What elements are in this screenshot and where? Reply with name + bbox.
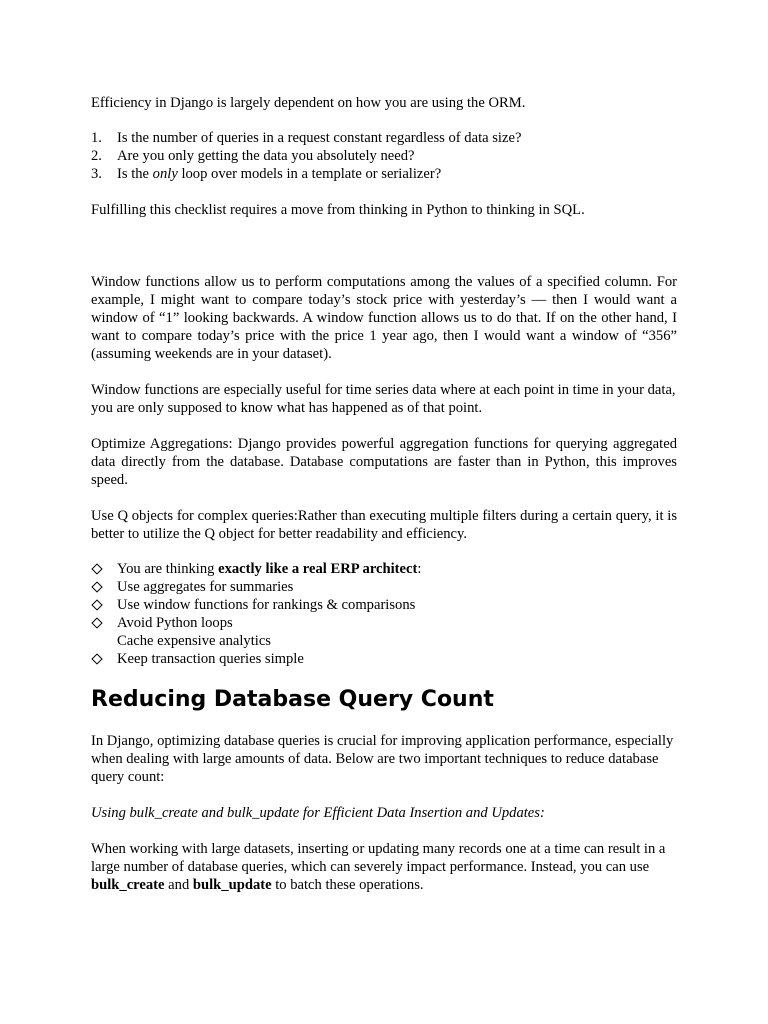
- bulk-update-term: bulk_update: [192, 877, 272, 893]
- section-intro-paragraph: In Django, optimizing database queries is crucial for improving application performance, especially when dealing with large amounts of data. Below are two important techniques to reduce database query count:: [91, 733, 674, 785]
- list-item: [91, 650, 677, 668]
- q-objects-paragraph: Use Q objects for complex queries:Rather than executing multiple filters during a certain query, it is better to utilize the Q object for better readability and efficiency.: [91, 508, 677, 542]
- list-text: Use aggregates for summaries: [117, 579, 294, 595]
- architect-bullet-list: [91, 560, 677, 668]
- list-text-bold: exactly like a real ERP architect: [218, 561, 418, 577]
- bulk-create-term: bulk_create: [91, 877, 165, 893]
- bulk-operations-paragraph: [91, 840, 677, 894]
- paragraph-text: and: [164, 877, 193, 893]
- list-number: 1.: [91, 130, 102, 146]
- aggregations-paragraph: Optimize Aggregations: Django provides powerful aggregation functions for querying aggregated data directly from the database. Database computations are faster than in Python, this improves speed.: [91, 436, 677, 488]
- list-text-emphasis: only: [152, 166, 178, 182]
- list-text-pre: You are thinking: [117, 561, 219, 577]
- section-heading: Reducing Database Query Count: [91, 687, 494, 712]
- diamond-bullet-icon: [91, 653, 102, 664]
- list-text-pre: Is the: [117, 166, 153, 182]
- list-text: Use window functions for rankings & comparisons: [117, 597, 416, 613]
- checklist-summary: Fulfilling this checklist requires a move from thinking in Python to thinking in SQL.: [91, 202, 585, 218]
- list-number: 3.: [91, 166, 102, 182]
- list-item: [91, 614, 677, 650]
- checklist: [91, 129, 677, 183]
- list-text-continuation: Cache expensive analytics: [117, 633, 271, 649]
- list-text: Avoid Python loops: [117, 615, 233, 631]
- document-page: [91, 94, 677, 894]
- list-text: Is the number of queries in a request constant regardless of data size?: [117, 130, 522, 146]
- list-item: [91, 596, 677, 614]
- list-text-post: loop over models in a template or serializer?: [177, 166, 442, 182]
- diamond-bullet-icon: [91, 581, 102, 592]
- list-item: [91, 129, 677, 147]
- intro-paragraph: Efficiency in Django is largely dependent on how you are using the ORM.: [91, 95, 526, 111]
- list-item: [91, 165, 677, 183]
- list-text-post: :: [417, 561, 422, 577]
- list-text: Keep transaction queries simple: [117, 651, 304, 667]
- subheading-text: Using bulk_create and bulk_update for Efficient Data Insertion and Updates:: [91, 805, 545, 821]
- list-item: [91, 147, 677, 165]
- paragraph-text: When working with large datasets, inserting or updating many records one at a time can result in a large number of database queries, which can severely impact performance. Instead, you can use: [91, 841, 666, 875]
- list-item: [91, 560, 677, 578]
- window-functions-usage-paragraph: Window functions are especially useful for time series data where at each point in time in your data, you are only supposed to know what has happened as of that point.: [91, 382, 676, 416]
- diamond-bullet-icon: [91, 563, 102, 574]
- list-number: 2.: [91, 148, 102, 164]
- diamond-bullet-icon: [91, 617, 102, 628]
- subheading: [91, 804, 677, 822]
- window-functions-paragraph: Window functions allow us to perform computations among the values of a specified column. For example, I might want to compare today’s stock price with yesterday’s — then I would want a window of “1” looking backwards. A window function allows us to do that. If on the other hand, I want to compare today’s price with the price 1 year ago, then I would want a window of “356” (assuming weekends are in your dataset).: [91, 274, 677, 362]
- diamond-bullet-icon: [91, 599, 102, 610]
- list-text: Are you only getting the data you absolutely need?: [117, 148, 415, 164]
- paragraph-text: to batch these operations.: [271, 877, 424, 893]
- list-item: [91, 578, 677, 596]
